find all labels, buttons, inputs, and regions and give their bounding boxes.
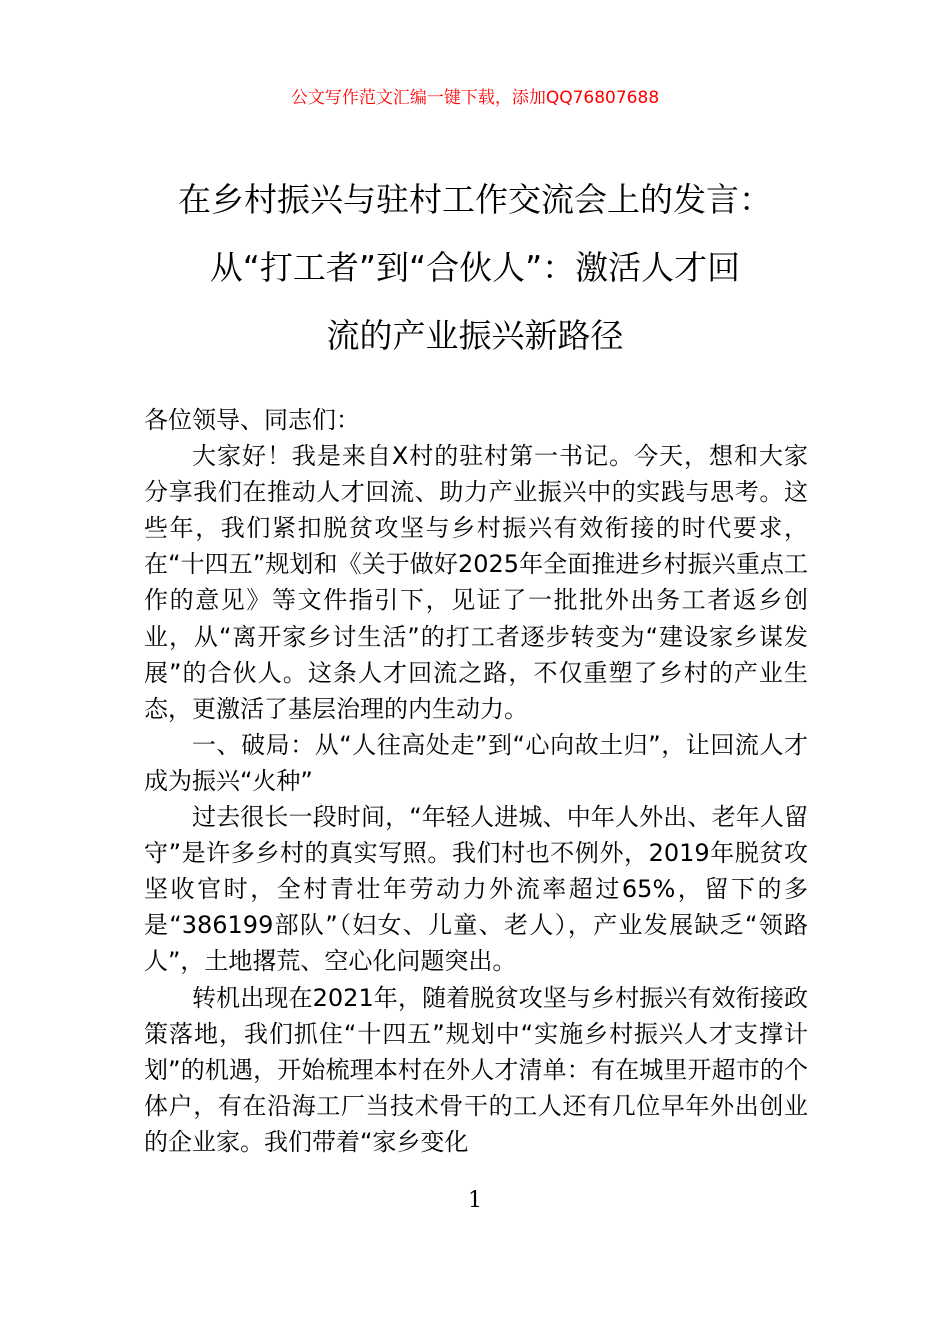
document-title — [140, 166, 810, 370]
paragraph-past-situation: 过去很长一段时间，“年轻人进城、中年人外出、老年人留守”是许多乡村的真实写照。我们村也不例外，2019年脱贫攻坚收官时，全村青壮年劳动力外流率超过65%，留下的多是“386199部队”（妇女、儿童、老人），产业发展缺乏“领路人”，土地撂荒、空心化问题突出。 — [144, 803, 808, 976]
download-banner: 公文写作范文汇编一键下载，添加QQ76807688 — [290, 88, 660, 108]
paragraph-intro: 大家好！我是来自X村的驻村第一书记。今天，想和大家分享我们在推动人才回流、助力产业振兴中的实践与思考。这些年，我们紧扣脱贫攻坚与乡村振兴有效衔接的时代要求，在“十四五”规划和《关于做好2025年全面推进乡村振兴重点工作的意见》等文件指引下，见证了一批批外出务工者返乡创业，从“离开家乡讨生活”的打工者逐步转变为“建设家乡谋发展”的合伙人。这条人才回流之路，不仅重塑了乡村的产业生态，更激活了基层治理的内生动力。 — [144, 442, 808, 723]
title-line-3: 流的产业振兴新路径 — [326, 316, 624, 355]
page-number: 1 — [468, 1188, 482, 1213]
title-line-2: 从“打工者”到“合伙人”：激活人才回 — [209, 248, 741, 287]
title-line-1: 在乡村振兴与驻村工作交流会上的发言： — [178, 180, 772, 219]
salutation: 各位领导、同志们： — [144, 406, 360, 434]
section-heading-1: 一、破局：从“人往高处走”到“心向故土归”，让回流人才成为振兴“火种” — [144, 730, 808, 795]
document-body — [144, 402, 808, 1160]
paragraph-turning-point: 转机出现在2021年，随着脱贫攻坚与乡村振兴有效衔接政策落地，我们抓住“十四五”规划中“实施乡村振兴人才支撑计划”的机遇，开始梳理本村在外人才清单：有在城里开超市的个体户，有在沿海工厂当技术骨干的工人还有几位早年外出创业的企业家。我们带着“家乡变化 — [144, 983, 808, 1156]
